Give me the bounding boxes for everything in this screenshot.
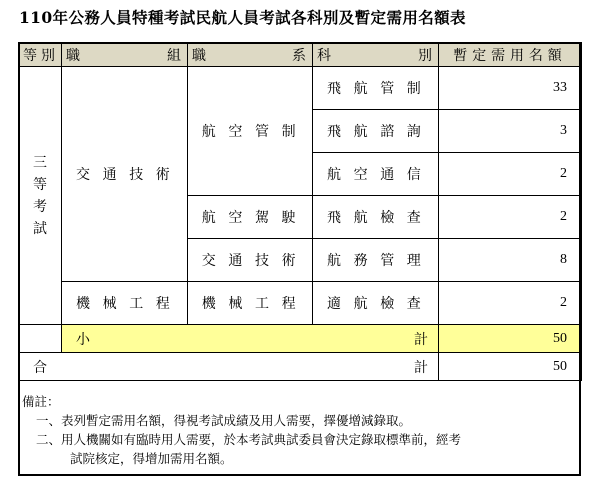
note-continuation: 試院核定，得增加需用名額。 [70,451,233,466]
total-value: 50 [439,353,582,381]
series-cell: 機械工程 [188,282,313,325]
subject-cell: 航空通信 [313,153,439,196]
total-label: 合 計 [19,353,439,381]
note-item: 二、用人機關如有臨時用人需要，於本考試典試委員會決定錄取標準前，經考 [36,432,462,447]
group-cell: 交通技術 [62,67,188,282]
series-cell: 航空駕駛 [188,196,313,239]
quota-cell: 2 [439,153,582,196]
header-quota: 暫定需用名額 [439,43,582,67]
grade-cell: 三等考試 [19,67,62,325]
header-group: 職 組 [62,43,188,67]
note-item: 一、表列暫定需用名額，得視考試成績及用人需要，擇優增減錄取。 [36,413,412,428]
notes-heading: 備註： [22,394,60,409]
series-cell: 航空管制 [188,67,313,196]
quota-cell: 2 [439,282,582,325]
quota-cell: 2 [439,196,582,239]
subject-cell: 適航檢查 [313,282,439,325]
subject-cell: 航務管理 [313,239,439,282]
subject-cell: 飛航檢查 [313,196,439,239]
page-title: 110年公務人員特種考試民航人員考試各科別及暫定需用名額表 [19,8,466,27]
subject-cell: 飛航管制 [313,67,439,110]
quota-cell: 8 [439,239,582,282]
quota-cell: 33 [439,67,582,110]
group-cell: 機械工程 [62,282,188,325]
quota-cell: 3 [439,110,582,153]
subtotal-value: 50 [439,325,582,353]
subject-cell: 飛航諮詢 [313,110,439,153]
subtotal-label: 小 計 [62,325,439,353]
header-grade: 等 別 [19,43,62,67]
header-subject: 科 別 [313,43,439,67]
header-series: 職 系 [188,43,313,67]
series-cell: 交通技術 [188,239,313,282]
notes [22,392,577,468]
